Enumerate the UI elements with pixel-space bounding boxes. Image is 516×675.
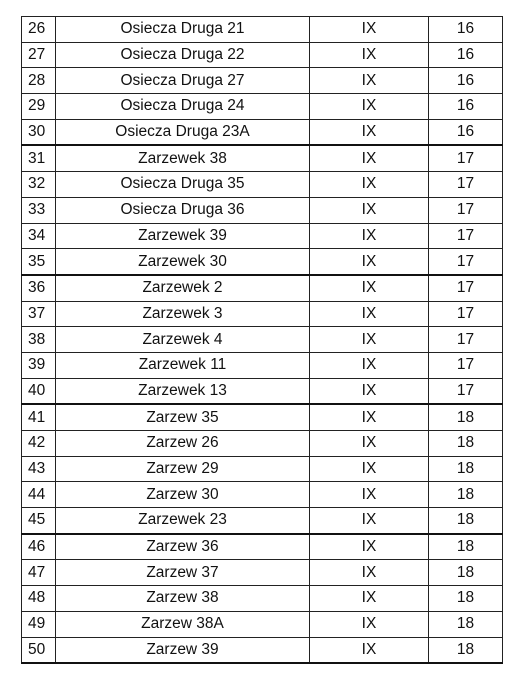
table-row (22, 68, 503, 94)
address-cell: Zarzewek 4 (56, 327, 310, 353)
row-number: 33 (22, 197, 56, 223)
table-row (22, 42, 503, 68)
zone-cell: IX (310, 431, 429, 457)
table-row (22, 586, 503, 612)
address-cell: Zarzewek 3 (56, 301, 310, 327)
table-row (22, 456, 503, 482)
row-number: 28 (22, 68, 56, 94)
zone-cell: IX (310, 534, 429, 560)
table-row (22, 637, 503, 663)
table-row (22, 94, 503, 120)
table-row (22, 145, 503, 171)
zone-cell: IX (310, 197, 429, 223)
zone-cell: IX (310, 249, 429, 275)
address-cell: Osiecza Druga 22 (56, 42, 310, 68)
zone-cell: IX (310, 352, 429, 378)
number-cell: 18 (429, 482, 503, 508)
zone-cell: IX (310, 611, 429, 637)
row-number: 32 (22, 172, 56, 198)
row-number: 49 (22, 611, 56, 637)
table-row (22, 560, 503, 586)
address-cell: Osiecza Druga 27 (56, 68, 310, 94)
table-row (22, 534, 503, 560)
address-cell: Zarzewek 23 (56, 508, 310, 534)
zone-cell: IX (310, 404, 429, 430)
zone-cell: IX (310, 119, 429, 145)
address-cell: Zarzew 29 (56, 456, 310, 482)
number-cell: 16 (429, 68, 503, 94)
address-table (21, 16, 503, 664)
row-number: 36 (22, 275, 56, 301)
row-number: 27 (22, 42, 56, 68)
address-cell: Zarzewek 13 (56, 378, 310, 404)
row-number: 29 (22, 94, 56, 120)
zone-cell: IX (310, 508, 429, 534)
row-number: 43 (22, 456, 56, 482)
number-cell: 18 (429, 534, 503, 560)
number-cell: 17 (429, 352, 503, 378)
number-cell: 18 (429, 456, 503, 482)
row-number: 37 (22, 301, 56, 327)
address-cell: Zarzew 26 (56, 431, 310, 457)
number-cell: 17 (429, 249, 503, 275)
number-cell: 17 (429, 301, 503, 327)
number-cell: 18 (429, 404, 503, 430)
row-number: 38 (22, 327, 56, 353)
address-cell: Zarzew 38 (56, 586, 310, 612)
number-cell: 18 (429, 431, 503, 457)
zone-cell: IX (310, 301, 429, 327)
number-cell: 17 (429, 275, 503, 301)
address-cell: Zarzew 38A (56, 611, 310, 637)
table-row (22, 172, 503, 198)
number-cell: 17 (429, 197, 503, 223)
address-cell: Zarzewek 2 (56, 275, 310, 301)
table-row (22, 275, 503, 301)
address-cell: Osiecza Druga 35 (56, 172, 310, 198)
row-number: 34 (22, 223, 56, 249)
zone-cell: IX (310, 275, 429, 301)
table-row (22, 378, 503, 404)
address-cell: Zarzewek 30 (56, 249, 310, 275)
number-cell: 17 (429, 172, 503, 198)
address-cell: Zarzew 35 (56, 404, 310, 430)
zone-cell: IX (310, 560, 429, 586)
address-cell: Osiecza Druga 24 (56, 94, 310, 120)
row-number: 48 (22, 586, 56, 612)
row-number: 31 (22, 145, 56, 171)
zone-cell: IX (310, 456, 429, 482)
table-row (22, 327, 503, 353)
address-cell: Zarzew 37 (56, 560, 310, 586)
number-cell: 16 (429, 119, 503, 145)
table-row (22, 352, 503, 378)
row-number: 39 (22, 352, 56, 378)
row-number: 26 (22, 17, 56, 43)
zone-cell: IX (310, 327, 429, 353)
table-row (22, 223, 503, 249)
table-row (22, 611, 503, 637)
address-cell: Zarzew 36 (56, 534, 310, 560)
address-cell: Zarzew 39 (56, 637, 310, 663)
document-page (21, 16, 502, 664)
number-cell: 17 (429, 378, 503, 404)
zone-cell: IX (310, 223, 429, 249)
number-cell: 18 (429, 560, 503, 586)
table-row (22, 431, 503, 457)
number-cell: 18 (429, 611, 503, 637)
row-number: 45 (22, 508, 56, 534)
number-cell: 18 (429, 637, 503, 663)
address-cell: Zarzewek 11 (56, 352, 310, 378)
table-row (22, 404, 503, 430)
number-cell: 17 (429, 145, 503, 171)
row-number: 50 (22, 637, 56, 663)
table-body (22, 17, 503, 664)
row-number: 40 (22, 378, 56, 404)
table-row (22, 197, 503, 223)
zone-cell: IX (310, 378, 429, 404)
address-cell: Osiecza Druga 21 (56, 17, 310, 43)
address-cell: Zarzewek 38 (56, 145, 310, 171)
address-cell: Osiecza Druga 36 (56, 197, 310, 223)
row-number: 30 (22, 119, 56, 145)
number-cell: 16 (429, 94, 503, 120)
row-number: 47 (22, 560, 56, 586)
zone-cell: IX (310, 586, 429, 612)
zone-cell: IX (310, 637, 429, 663)
number-cell: 16 (429, 42, 503, 68)
zone-cell: IX (310, 17, 429, 43)
number-cell: 16 (429, 17, 503, 43)
address-cell: Osiecza Druga 23A (56, 119, 310, 145)
address-cell: Zarzewek 39 (56, 223, 310, 249)
number-cell: 18 (429, 586, 503, 612)
row-number: 46 (22, 534, 56, 560)
address-cell: Zarzew 30 (56, 482, 310, 508)
row-number: 35 (22, 249, 56, 275)
row-number: 41 (22, 404, 56, 430)
row-number: 42 (22, 431, 56, 457)
table-row (22, 301, 503, 327)
table-row (22, 119, 503, 145)
number-cell: 18 (429, 508, 503, 534)
number-cell: 17 (429, 223, 503, 249)
number-cell: 17 (429, 327, 503, 353)
zone-cell: IX (310, 94, 429, 120)
table-row (22, 249, 503, 275)
zone-cell: IX (310, 482, 429, 508)
zone-cell: IX (310, 145, 429, 171)
table-row (22, 482, 503, 508)
zone-cell: IX (310, 172, 429, 198)
table-row (22, 508, 503, 534)
row-number: 44 (22, 482, 56, 508)
zone-cell: IX (310, 68, 429, 94)
zone-cell: IX (310, 42, 429, 68)
table-row (22, 17, 503, 43)
